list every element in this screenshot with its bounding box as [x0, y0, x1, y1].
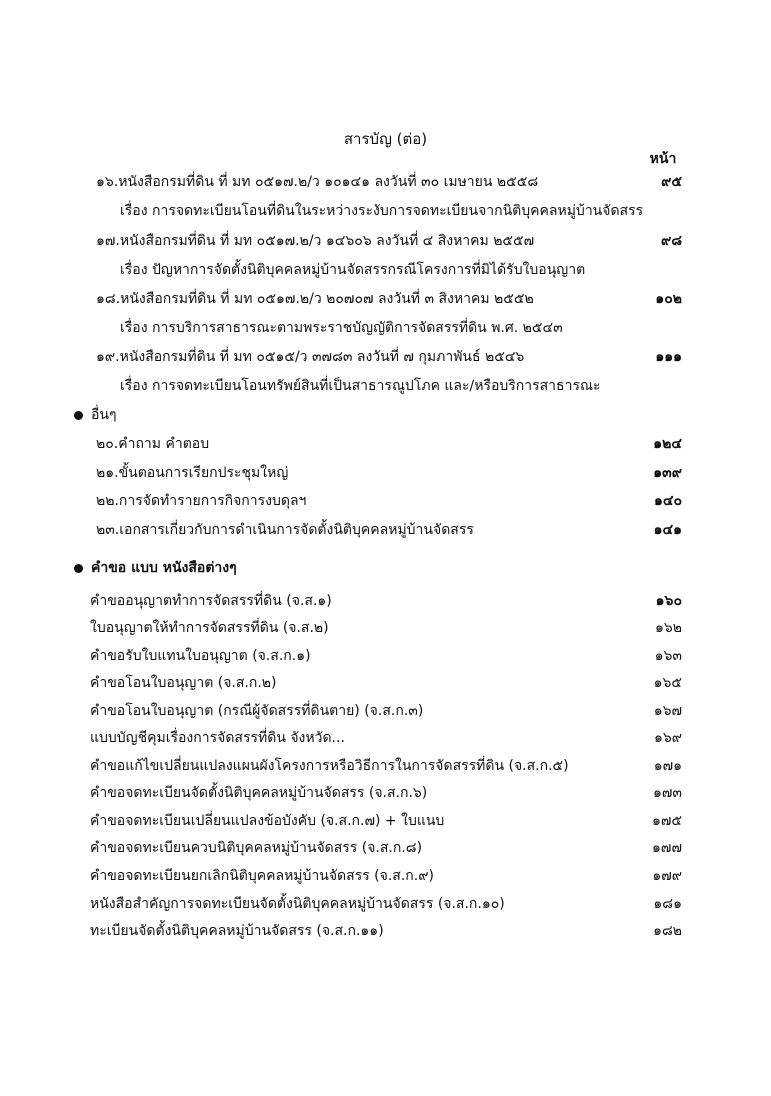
section-label: คำขอ แบบ หนังสือต่างๆ: [91, 560, 237, 576]
entry-page-number: ๙๕: [661, 174, 682, 190]
entry-title: ๑๙.หนังสือกรมที่ดิน ที่ มท ๐๕๑๕/ว ๓๗๘๓ ลงวันที่ ๗ กุมภาพันธ์ ๒๕๔๖: [96, 349, 525, 365]
entry-page-number: ๑๖๓: [654, 648, 682, 664]
entry-page-number: ๑๖๙: [653, 730, 682, 746]
toc-entry-form: คำขอจดทะเบียนเปลี่ยนแปลงข้อบังคับ (จ.ส.ก.๗) + ใบแนบ: [90, 813, 445, 829]
entry-page-number: ๑๔๐: [653, 493, 682, 509]
entry-page-number: ๑๓๙: [653, 465, 682, 481]
entry-page-number: ๑๑๑: [655, 349, 682, 365]
entry-page-number: ๑๗๙: [652, 868, 682, 884]
toc-entry-form: คำขอโอนใบอนุญาต (จ.ส.ก.๒): [90, 675, 277, 691]
toc-entry-form: คำขอจดทะเบียนยกเลิกนิติบุคคลหมู่บ้านจัดสรร (จ.ส.ก.๙): [90, 868, 434, 884]
entry-subject: เรื่อง การจดทะเบียนโอนทรัพย์สินที่เป็นสาธารณูปโภค และ/หรือบริการสาธารณะ: [120, 378, 601, 394]
section-forms: [74, 557, 237, 579]
toc-entry-form: คำขอรับใบแทนใบอนุญาต (จ.ส.ก.๑): [90, 648, 311, 664]
entry-page-number: ๙๘: [660, 233, 682, 249]
toc-entry-form: คำขอจดทะเบียนจัดตั้งนิติบุคคลหมู่บ้านจัดสรร (จ.ส.ก.๖): [90, 785, 428, 801]
page-column-header: หน้า: [649, 151, 677, 167]
entry-page-number: ๑๒๔: [653, 436, 682, 452]
toc-entry-other: ๒๑.ขั้นตอนการเรียกประชุมใหญ่: [96, 465, 289, 481]
entry-page-number: ๑๖๗: [653, 703, 682, 719]
bullet-icon: [74, 564, 83, 573]
toc-entry-other: ๒๒.การจัดทำรายการกิจการงบดุลฯ: [96, 493, 307, 509]
toc-entry-form: คำขอแก้ไขเปลี่ยนแปลงแผนผังโครงการหรือวิธีการในการจัดสรรที่ดิน (จ.ส.ก.๕): [90, 758, 569, 774]
entry-page-number: ๑๐๒: [655, 291, 682, 307]
entry-page-number: ๑๗๓: [653, 785, 682, 801]
bullet-icon: [74, 411, 83, 420]
toc-entry-form: คำขอจดทะเบียนควบนิติบุคคลหมู่บ้านจัดสรร (จ.ส.ก.๘): [90, 840, 423, 856]
entry-page-number: ๑๗๕: [651, 813, 682, 829]
entry-page-number: ๑๗๑: [653, 758, 682, 774]
section-others: [74, 404, 117, 426]
entry-title: ๑๖.หนังสือกรมที่ดิน ที่ มท ๐๕๑๗.๒/ว ๑๐๑๔๑ ลงวันที่ ๓๐ เมษายน ๒๕๕๘: [96, 174, 539, 190]
toc-title: สารบัญ (ต่อ): [343, 130, 428, 148]
toc-entry-other: ๒๐.คำถาม คำตอบ: [96, 436, 210, 452]
entry-title: ๑๘.หนังสือกรมที่ดิน ที่ มท ๐๕๑๗.๒/ว ๒๐๗๐๗ ลงวันที่ ๓ สิงหาคม ๒๕๕๒: [96, 291, 534, 307]
entry-page-number: ๑๗๗: [652, 840, 682, 856]
toc-entry-form: แบบบัญชีคุมเรื่องการจัดสรรที่ดิน จังหวัด...: [90, 730, 345, 746]
entry-subject: เรื่อง การจดทะเบียนโอนที่ดินในระหว่างระงับการจดทะเบียนจากนิติบุคคลหมู่บ้านจัดสรร: [120, 203, 644, 219]
entry-title: ๑๗.หนังสือกรมที่ดิน ที่ มท ๐๕๑๗.๒/ว ๑๔๖๐๖ ลงวันที่ ๔ สิงหาคม ๒๕๕๗: [96, 233, 535, 249]
entry-page-number: ๑๘๒: [653, 923, 682, 939]
entry-page-number: ๑๖๒: [654, 620, 682, 636]
toc-entry-form: ทะเบียนจัดตั้งนิติบุคคลหมู่บ้านจัดสรร (จ.ส.ก.๑๑): [90, 923, 384, 939]
entry-page-number: ๑๖๐: [655, 593, 682, 609]
entry-page-number: ๑๔๑: [653, 522, 682, 538]
toc-entry-form: ใบอนุญาตให้ทำการจัดสรรที่ดิน (จ.ส.๒): [90, 620, 329, 636]
toc-entry-form: คำขอโอนใบอนุญาต (กรณีผู้จัดสรรที่ดินตาย) (จ.ส.ก.๓): [90, 703, 424, 719]
entry-page-number: ๑๖๕: [653, 675, 682, 691]
section-label: อื่นๆ: [91, 407, 117, 423]
toc-entry-other: ๒๓.เอกสารเกี่ยวกับการดำเนินการจัดตั้งนิติบุคคลหมู่บ้านจัดสรร: [96, 522, 474, 538]
entry-page-number: ๑๘๑: [653, 896, 682, 912]
toc-entry-form: หนังสือสำคัญการจดทะเบียนจัดตั้งนิติบุคคลหมู่บ้านจัดสรร (จ.ส.ก.๑๐): [90, 896, 505, 912]
toc-entry-form: คำขออนุญาตทำการจัดสรรที่ดิน (จ.ส.๑): [90, 593, 332, 609]
entry-subject: เรื่อง การบริการสาธารณะตามพระราชบัญญัติการจัดสรรที่ดิน พ.ศ. ๒๕๔๓: [120, 320, 563, 336]
entry-subject: เรื่อง ปัญหาการจัดตั้งนิติบุคคลหมู่บ้านจัดสรรกรณีโครงการที่มิได้รับใบอนุญาต: [120, 262, 586, 278]
